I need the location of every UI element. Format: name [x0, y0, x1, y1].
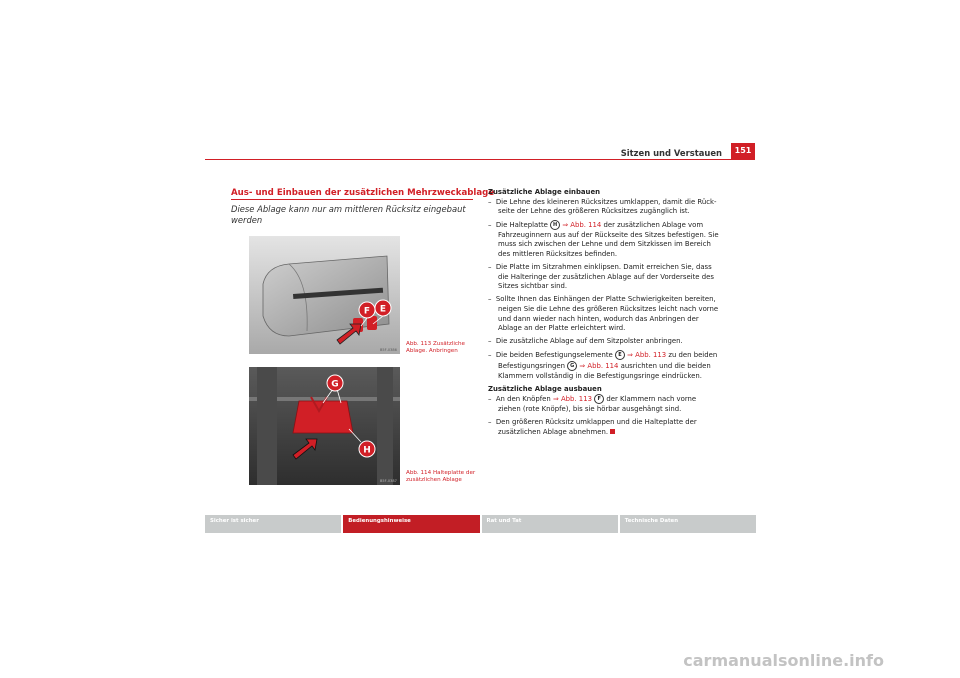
remove-step-1: [488, 394, 720, 414]
bullet-dash: –: [488, 417, 492, 426]
instructions-column: [488, 188, 720, 441]
footer-tab-technische-daten[interactable]: Technische Daten: [620, 515, 756, 533]
install-step-6-text-b: zu den beiden Befestigungsringen: [498, 351, 718, 370]
remove-step-1-text-a: An den Knöpfen: [495, 395, 551, 404]
install-step-1-text: Die Lehne des kleineren Rücksitzes umklappen, damit die Rück-seite der Lehne des größeren Rücksitzes zugänglich ist.: [495, 197, 717, 216]
bullet-dash: –: [488, 197, 492, 206]
figure-114-code: B5F-0387: [380, 479, 397, 483]
install-step-4: [488, 295, 720, 333]
remove-step-1-text-b: der Klammern nach vorne ziehen (rote Knöpfe), bis sie hörbar ausgehängt sind.: [498, 395, 697, 413]
remove-step-2: [488, 418, 720, 437]
figure-114-illustration: [249, 367, 400, 485]
bullet-dash: –: [488, 263, 492, 272]
section-title-rule: [231, 199, 473, 200]
bullet-dash: –: [488, 395, 492, 404]
remove-heading: Zusätzliche Ablage ausbauen: [488, 384, 602, 393]
section-subtitle: Diese Ablage kann nur am mittleren Rücksitz eingebaut werden: [231, 204, 466, 225]
install-step-2-text-a: Die Halteplatte: [495, 221, 548, 230]
install-step-6: [488, 350, 720, 381]
install-step-4-text: Sollte Ihnen das Einhängen der Platte Schwierigkeiten bereiten, neigen Sie die Lehne des größeren Rücksitzes leicht nach vorne und dann wieder nach hinten, wodurch das Anbringen der Ablage an der Platte erleichtert wird.: [495, 295, 719, 333]
figure-114-label-h: H: [363, 445, 371, 456]
figure-113-label-f: F: [363, 306, 371, 317]
section-end-icon: [610, 429, 615, 434]
callout-e-icon: E: [615, 350, 625, 360]
install-step-2-text-b: der zusätzlichen Ablage vom Fahrzeuginnern aus auf der Rückseite des Sitzes befestigen. Sie muss sich zwischen der Lehne und dem Sitzkissen im Bereich des mittleren Rücksitzes befinden.: [498, 221, 719, 259]
figure-113-code: B5F-0386: [380, 348, 397, 352]
watermark: carmanualsonline.info: [683, 651, 884, 670]
install-step-5: [488, 337, 720, 347]
remove-step-2-text: Den größeren Rücksitz umklappen und die Halteplatte der zusätzlichen Ablage abnehmen.: [495, 417, 697, 436]
bullet-dash: –: [488, 295, 492, 304]
figure-114-caption: Abb. 114 Halteplatte der zusätzlichen Ablage: [406, 470, 476, 483]
figure-113-label-e: E: [379, 304, 387, 315]
install-heading: Zusätzliche Ablage einbauen: [488, 188, 601, 196]
running-header-title: Sitzen und Verstauen: [620, 148, 722, 158]
figure-113-link[interactable]: ⇒ Abb. 113: [627, 351, 667, 360]
header-rule: [205, 159, 755, 160]
install-step-3: [488, 263, 720, 292]
install-step-6-text-c: ausrichten und die beiden Klammern vollständig in die Befestigungsringe eindrücken.: [498, 362, 711, 380]
install-step-3-text: Die Platte im Sitzrahmen einklipsen. Damit erreichen Sie, dass die Halteringe der zusätzlichen Ablage auf der Vorderseite des Sitzes sichtbar sind.: [495, 263, 714, 291]
footer-tab-sicher-ist-sicher[interactable]: Sicher ist sicher: [205, 515, 341, 533]
figure-114-link[interactable]: ⇒ Abb. 114: [579, 362, 619, 370]
footer-tab-rat-und-tat[interactable]: Rat und Tat: [482, 515, 618, 533]
footer-tab-bar: [205, 515, 756, 533]
bullet-dash: –: [488, 337, 492, 346]
install-step-5-text: Die zusätzliche Ablage auf dem Sitzpolster anbringen.: [495, 337, 683, 346]
install-step-2: [488, 220, 720, 259]
bullet-dash: –: [488, 351, 492, 360]
figure-114-link[interactable]: ⇒ Abb. 114: [562, 221, 602, 230]
figure-113-link[interactable]: ⇒ Abb. 113: [553, 395, 592, 404]
figure-113-caption: Abb. 113 Zusätzliche Ablage. Anbringen: [406, 341, 465, 354]
callout-f-icon: F: [594, 394, 604, 404]
bullet-dash: –: [488, 221, 492, 230]
page-number: 151: [731, 143, 755, 159]
section-title: Aus- und Einbauen der zusätzlichen Mehrzweckablage: [231, 188, 495, 198]
figure-114-image: [249, 367, 400, 485]
figure-113-image: [249, 236, 400, 354]
install-step-6-text-a: Die beiden Befestigungselemente: [495, 351, 613, 360]
figure-113-illustration: [249, 236, 400, 354]
callout-h-icon: H: [550, 220, 560, 230]
install-step-1: [488, 198, 720, 217]
footer-tab-bedienungshinweise[interactable]: Bedienungshinweise: [343, 515, 479, 533]
callout-g-icon: G: [567, 361, 577, 371]
figure-114-label-g: G: [331, 379, 339, 390]
